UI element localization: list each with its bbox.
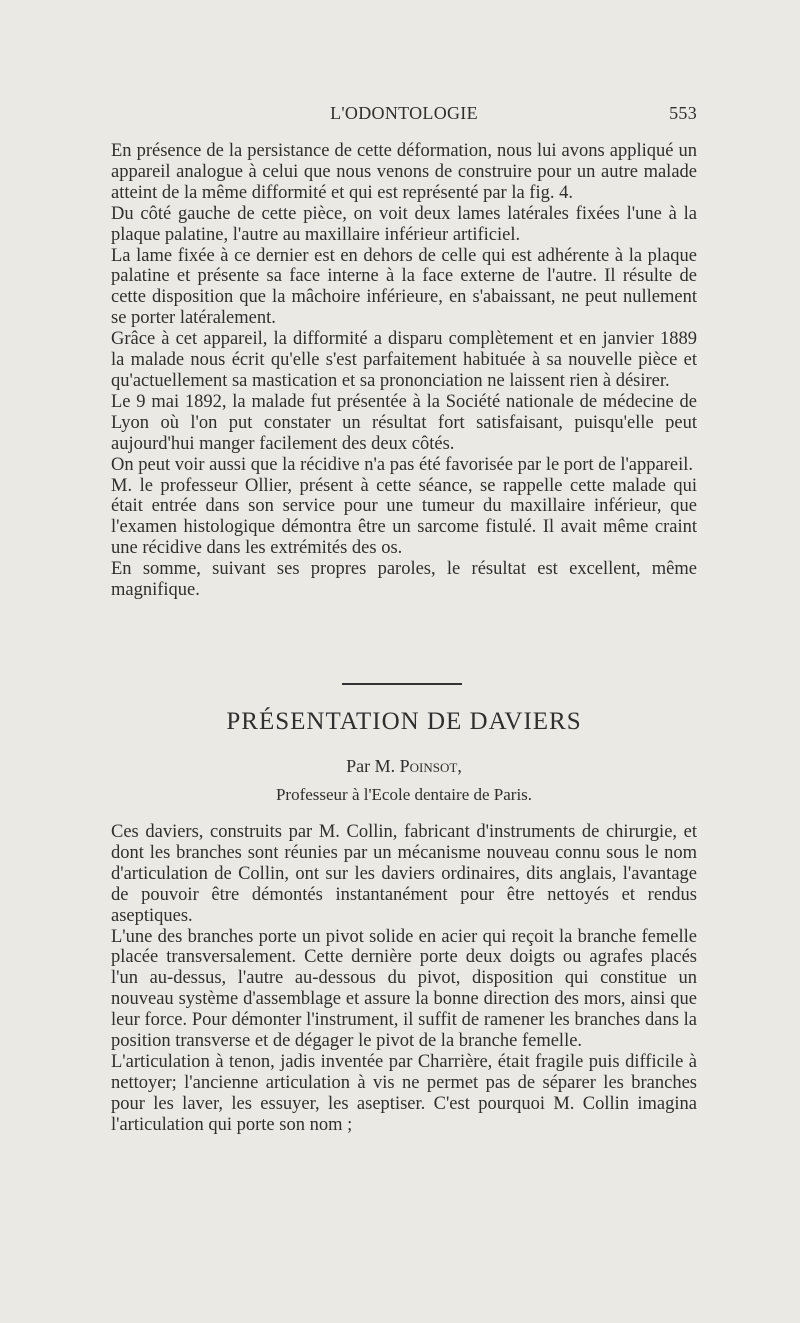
paragraph: En présence de la persistance de cette déformation, nous lui avons appliqué un appareil analogue à celui que nous venons de construire pour un autre malade atteint de la même difformité et qui est représenté par la fig. 4. — [111, 141, 697, 203]
byline-prefix: Par M. — [346, 756, 400, 776]
running-title: L'ODONTOLOGIE — [330, 103, 478, 123]
paragraph: On peut voir aussi que la récidive n'a pas été favorisée par le port de l'appareil. — [111, 454, 693, 475]
paragraph: Du côté gauche de cette pièce, on voit deux lames latérales fixées l'une à la plaque palatine, l'autre au maxillaire inférieur artificiel. — [111, 203, 697, 245]
page-number: 553 — [669, 103, 697, 123]
running-header — [111, 103, 697, 129]
paragraph: La lame fixée à ce dernier est en dehors de celle qui est adhérente à la plaque palatine et présente sa face interne à la face externe de l'autre. Il résulte de cette disposition que la mâchoire inférieure, en s'abaissant, ne peut nullement se porter latéralement. — [111, 245, 697, 329]
section-title: PRÉSENTATION DE DAVIERS — [226, 708, 582, 735]
paragraph: En somme, suivant ses propres paroles, le résultat est excellent, même magnifique. — [111, 559, 697, 601]
article-continuation — [111, 141, 697, 601]
section-divider — [342, 683, 462, 685]
paragraph: L'articulation à tenon, jadis inventée par Charrière, était fragile puis difficile à nettoyer; l'ancienne articulation à vis ne permet pas de séparer les branches pour les laver, les essuyer, les aseptiser. C'est pourquoi M. Collin imagina l'articulation qui porte son nom ; — [111, 1051, 697, 1135]
paragraph: M. le professeur Ollier, présent à cette séance, se rappelle cette malade qui était entrée dans son service pour une tumeur du maxillaire inférieur, que l'examen histologique démontra être un sarcome fistulé. Il avait même craint une récidive dans les extrémités des os. — [111, 475, 697, 559]
paragraph: Grâce à cet appareil, la difformité a disparu complètement et en janvier 1889 la malade nous écrit qu'elle s'est parfaitement habituée à sa nouvelle pièce et qu'actuellement sa mastication et sa prononciation ne laissent rien à désirer. — [111, 329, 697, 391]
author-name: Poinsot, — [399, 756, 462, 776]
paragraph: Ces daviers, construits par M. Collin, fabricant d'instruments de chirurgie, et dont les branches sont réunies par un mécanisme nouveau connu sous le nom d'articulation de Collin, ont sur les daviers ordinaires, dits anglais, l'avantage de pouvoir être démontés instantanément pour être nettoyés et rendus aseptiques. — [111, 822, 697, 926]
author-affiliation: Professeur à l'Ecole dentaire de Paris. — [275, 785, 533, 804]
paragraph: Le 9 mai 1892, la malade fut présentée à la Société nationale de médecine de Lyon où l'on put constater un résultat fort satisfaisant, puisqu'elle peut aujourd'hui manger facilement des deux côtés. — [111, 391, 697, 454]
paragraph: L'une des branches porte un pivot solide en acier qui reçoit la branche femelle placée transversalement. Cette dernière porte deux doigts ou agrafes placés l'un au-dessus, l'autre au-dessous du pivot, disposition qui constitue un nouveau système d'assemblage et assure la bonne direction des mors, ainsi que leur force. Pour démonter l'instrument, il suffit de ramener les branches dans la position transverse et de dégager le pivot de la branche femelle. — [111, 926, 697, 1052]
section-body — [111, 822, 697, 1136]
author-byline — [111, 756, 697, 777]
